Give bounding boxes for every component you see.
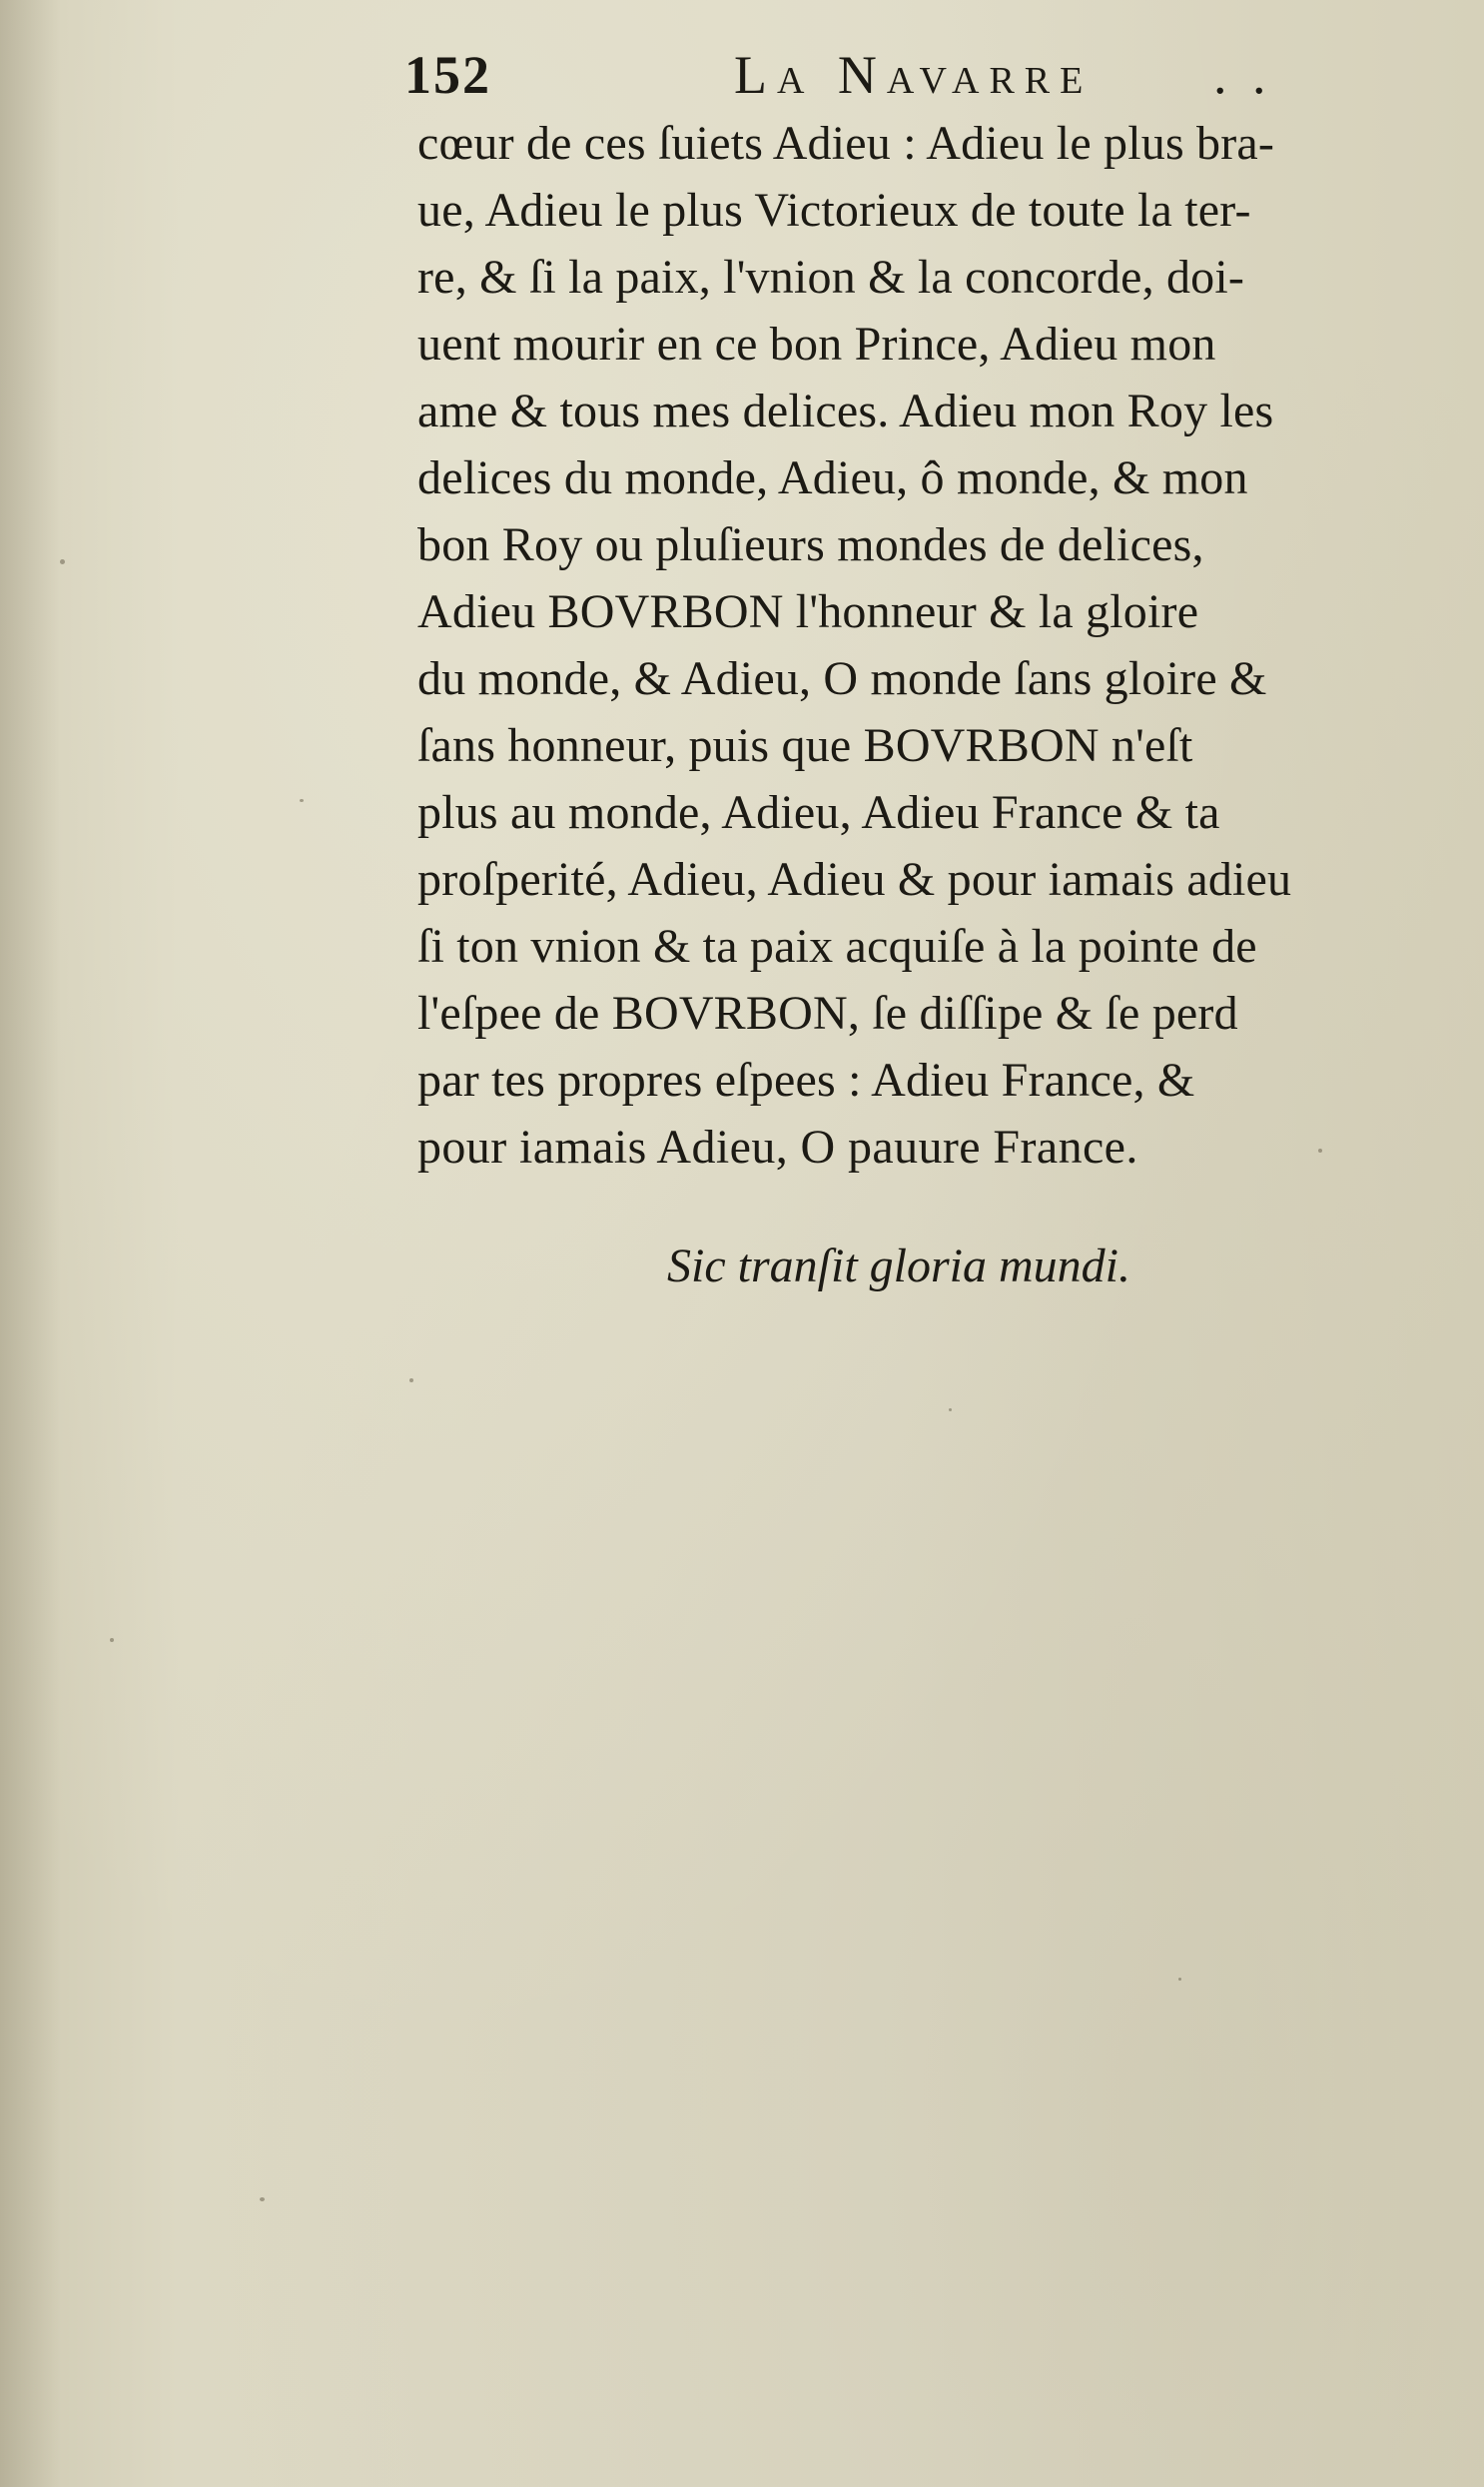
body-text xyxy=(417,110,1436,1181)
paper-speck xyxy=(60,559,65,564)
paper-speck xyxy=(949,1408,952,1411)
text-line: uent mourir en ce bon Prince, Adieu mon xyxy=(417,318,1216,371)
text-line: bon Roy ou pluſieurs mondes de delices, xyxy=(417,518,1204,571)
text-line: Adieu BOVRBON l'honneur & la gloire xyxy=(417,585,1199,638)
running-header xyxy=(404,40,1323,110)
page-number: 152 xyxy=(404,45,491,105)
text-line: ſi ton vnion & ta paix acquiſe à la pointe de xyxy=(417,920,1257,973)
paper-speck xyxy=(300,799,304,802)
text-line: du monde, & Adieu, O monde ſans gloire & xyxy=(417,652,1267,705)
text-line: proſperité, Adieu, Adieu & pour iamais adieu xyxy=(417,853,1292,906)
text-line: pour iamais Adieu, O pauure France. xyxy=(417,1121,1138,1174)
closing-motto: Sic tranſit gloria mundi. xyxy=(667,1240,1131,1292)
paper-speck xyxy=(1178,1978,1181,1981)
paper-speck xyxy=(110,1638,114,1642)
text-line: ſans honneur, puis que BOVRBON n'eſt xyxy=(417,719,1193,772)
running-ornament: . . xyxy=(1213,45,1272,105)
text-line: l'eſpee de BOVRBON, ſe diſſipe & ſe perd xyxy=(417,987,1238,1040)
text-line: ame & tous mes delices. Adieu mon Roy les xyxy=(417,385,1274,437)
text-line: par tes propres eſpees : Adieu France, & xyxy=(417,1054,1195,1107)
text-line: cœur de ces ſuiets Adieu : Adieu le plus bra- xyxy=(417,117,1275,170)
text-line: plus au monde, Adieu, Adieu France & ta xyxy=(417,786,1220,839)
paper-speck xyxy=(260,2197,265,2201)
paper-speck xyxy=(409,1378,413,1382)
running-title: La Navarre xyxy=(734,45,1094,105)
text-line: delices du monde, Adieu, ô monde, & mon xyxy=(417,451,1248,504)
text-line: re, & ſi la paix, l'vnion & la concorde, doi- xyxy=(417,251,1245,304)
text-line: ue, Adieu le plus Victorieux de toute la ter- xyxy=(417,184,1251,237)
gutter-shadow xyxy=(0,0,60,2487)
